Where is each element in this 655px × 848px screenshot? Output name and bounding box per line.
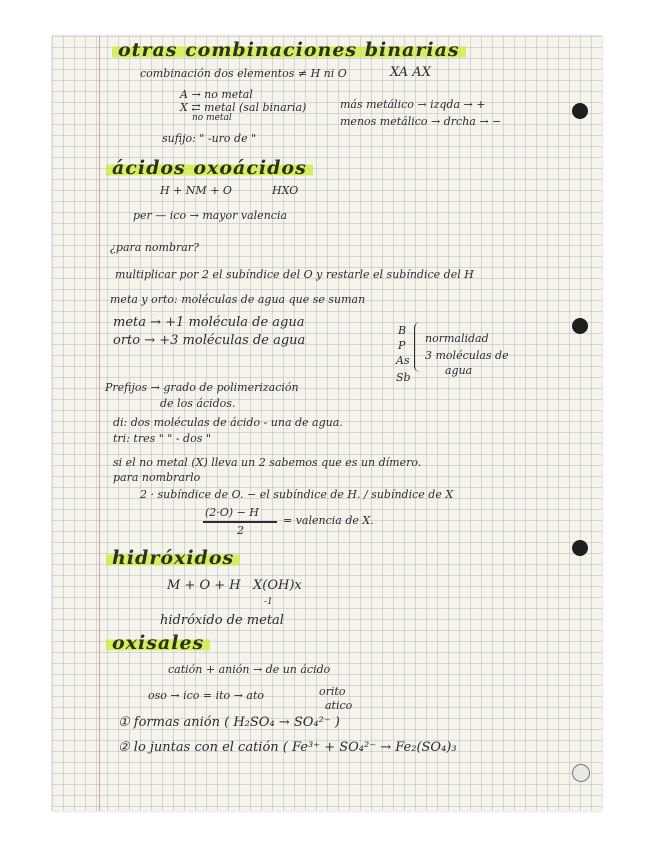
text-line: = valencia de X. bbox=[283, 514, 374, 527]
text-line: 3 moléculas de bbox=[425, 349, 509, 362]
text-line: más metálico → izqda → + bbox=[340, 98, 486, 111]
text-line: agua bbox=[445, 364, 473, 377]
text-line: 2 · subíndice de O. − el subíndice de H. / subíndice de X bbox=[140, 488, 454, 501]
text-line: meta y orto: moléculas de agua que se suman bbox=[110, 293, 366, 306]
element-symbol: Sb bbox=[396, 371, 411, 384]
text-line: de los ácidos. bbox=[160, 397, 236, 410]
fraction-denominator: 2 bbox=[237, 524, 244, 537]
text-line: si el no metal (X) lleva un 2 sabemos que es un dímero. bbox=[113, 456, 422, 469]
text-line: catión + anión → de un ácido bbox=[168, 663, 331, 676]
text-line: orito bbox=[319, 685, 346, 698]
text-line: menos metálico → drcha → − bbox=[340, 115, 502, 128]
text-line: para nombrarlo bbox=[113, 471, 201, 484]
text-line: A → no metal bbox=[180, 88, 253, 101]
heading-otras-combinaciones: otras combinaciones binarias bbox=[112, 39, 466, 61]
text-line: meta → +1 molécula de agua bbox=[113, 315, 305, 330]
binder-hole bbox=[572, 318, 588, 334]
text-line: ① formas anión ( H₂SO₄ → SO₄²⁻ ) bbox=[118, 715, 340, 730]
brace bbox=[414, 322, 421, 372]
text-line: combinación dos elementos ≠ H ni O bbox=[140, 67, 347, 80]
text-line: X ⇄ metal (sal binaria) bbox=[180, 101, 307, 114]
binder-hole bbox=[572, 103, 588, 119]
text-line: ② lo juntas con el catión ( Fe³⁺ + SO₄²⁻ → Fe₂(SO₄)₃ bbox=[118, 740, 457, 755]
heading-acidos-oxoacidos: ácidos oxoácidos bbox=[106, 157, 313, 179]
element-symbol: As bbox=[396, 354, 410, 367]
text-line: sufijo: " -uro de " bbox=[162, 132, 257, 145]
element-symbol: B bbox=[398, 324, 407, 337]
formula: HXO bbox=[272, 184, 299, 197]
binder-hole bbox=[572, 540, 588, 556]
formula: X(OH)x bbox=[253, 578, 302, 593]
fraction-bar bbox=[203, 521, 277, 523]
heading-oxisales: oxisales bbox=[106, 632, 210, 654]
text-line: ¿para nombrar? bbox=[110, 241, 199, 254]
text-line: orto → +3 moléculas de agua bbox=[113, 333, 306, 348]
text-line: tri: tres " " - dos " bbox=[113, 432, 211, 445]
text-line: hidróxido de metal bbox=[160, 613, 284, 628]
text-line: di: dos moléculas de ácido - una de agua. bbox=[113, 416, 343, 429]
text-line: oso → ico = ito → ato bbox=[148, 689, 264, 702]
text-line: Prefijos → grado de polimerización bbox=[105, 381, 299, 394]
formula: H + NM + O bbox=[160, 184, 232, 197]
formula: M + O + H bbox=[167, 578, 241, 593]
text-line: atico bbox=[325, 699, 353, 712]
heading-hidroxidos: hidróxidos bbox=[106, 547, 240, 569]
text-line: multiplicar por 2 el subíndice del O y restarle el subíndice del H bbox=[115, 268, 474, 281]
text-line: per — ico → mayor valencia bbox=[133, 209, 288, 222]
page-margin-line bbox=[99, 36, 100, 811]
fraction-numerator: (2·O) − H bbox=[205, 506, 259, 519]
binder-hole-torn bbox=[572, 764, 590, 782]
text-line: no metal bbox=[192, 113, 232, 123]
element-symbol: P bbox=[398, 339, 406, 352]
formula: XA AX bbox=[390, 65, 431, 80]
text-line: normalidad bbox=[425, 332, 489, 345]
text-line: -1 bbox=[264, 597, 273, 607]
